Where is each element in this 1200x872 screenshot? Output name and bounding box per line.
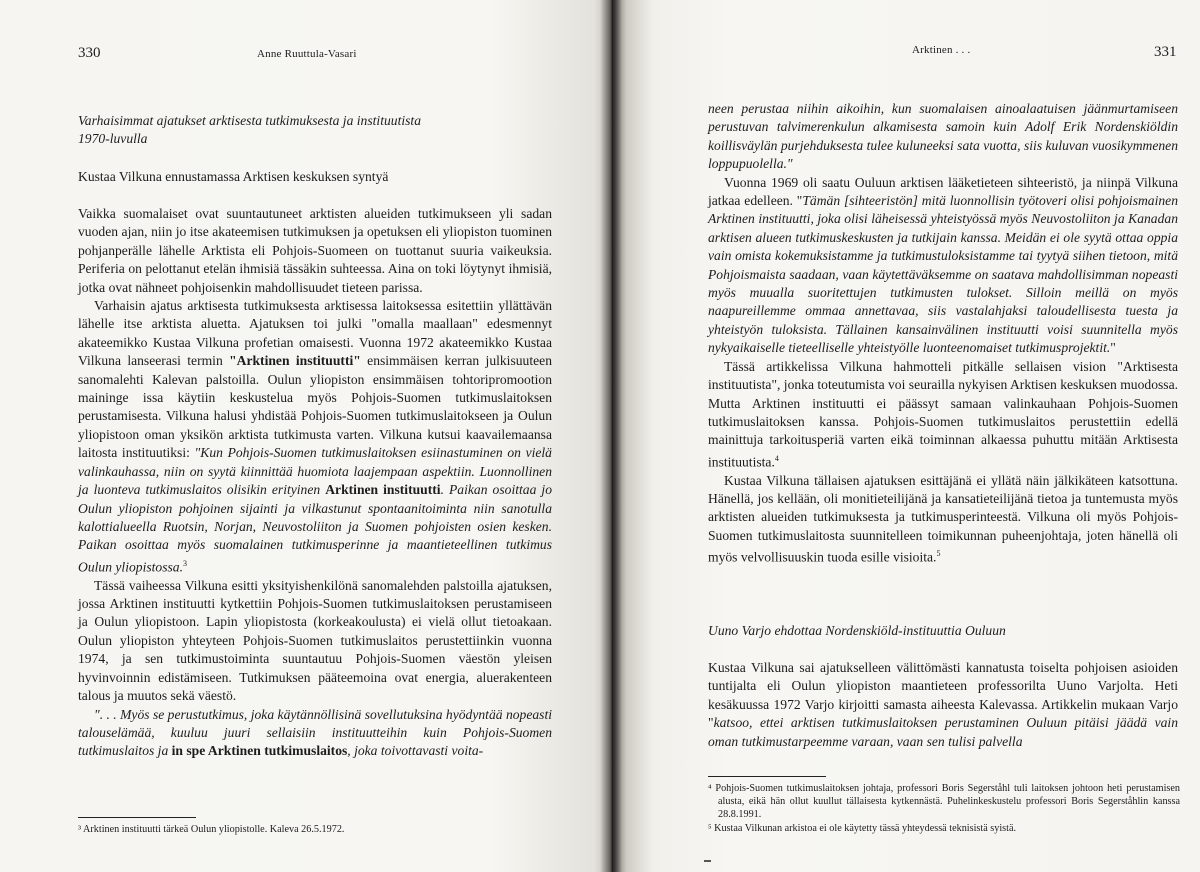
footnote-ref: 5	[936, 549, 941, 559]
footnote-rule	[78, 817, 196, 818]
subheading: Kustaa Vilkuna ennustamassa Arktisen keskuksen syntyä	[78, 169, 389, 184]
paragraph: Vuonna 1969 oli saatu Ouluun arktisen lääketieteen sihteeristö, ja niinpä Vilkuna jatkaa edelleen. "Tämän [sihteeristön] mitä luonnollisin työtoveri olisi pohjoismainen Arktinen instituutti, joka olisi läheisessä yhteistyössä myös Neuvostoliiton ja Kanadan arktisen alueen tutkimuskeskusten ja tutkijain kanssa. Meidän ei ole syytä ottaa oppia vain omista kokemuksistamme ja tutkimustuloksistamme tai tyytyä siihen tietoon, mitä Pohjoismaista saadaan, vaan käytettäväksemme on saatava mahdollisimman nopeasti myös muualla suoritettujen tutkimusten tulokset. Silloin meillä on myös naapureillemme ommaa annettavaa, siis vastalahjaksi taloudellisesta tuesta ja yhteistyön tuloksista. Tällainen kansainvälinen instituutti voisi suunnitella myös nykyaikaiselle tieteelliselle yhteistyölle luonteenomaiset tutkimusprojektit."	[708, 174, 1178, 356]
left-body-text	[78, 205, 552, 761]
page-number: 331	[1154, 44, 1177, 60]
section-heading-line-1: Varhaisimmat ajatukset arktisesta tutkimuksesta ja instituutista	[78, 113, 421, 128]
right-body-text-bottom	[708, 659, 1178, 751]
footnotes	[708, 782, 1180, 835]
paragraph: Tässä vaiheessa Vilkuna esitti yksityishenkilönä sanomalehden palstoilla ajatuksen, jossa Arktinen instituutti kytkettiin Pohjois-Suomen tutkimuslaitoksen perustamiseen ja Oulun yliopistoon. Lapin yliopistosta (korkeakoulusta) ei vielä ollut tietoakaan. Oulun yliopiston yhteyteen Pohjois-Suomen tutkimuslaitos perustettiinkin vuonna 1974, ja sen tutkimustoiminta suuntautuu Pohjois-Suomen väestön yleisen hyvinvoinnin edistämiseen. Tutkimuksen pääteemoina ovat energia, aluerakenteen talous ja muutos sekä väestö.	[78, 577, 552, 704]
section-heading: Uuno Varjo ehdottaa Nordenskiöld-instituuttia Ouluun	[708, 623, 1006, 638]
paragraph: Tässä artikkelissa Vilkuna hahmotteli pitkälle sellaisen vision "Arktisesta instituutista", jonka toteutumista voi seurailla nykyisen Arktisen keskuksen muodossa. Mutta Arktinen instituutti ei päässyt samaan valinkauhaan Pohjois-Suomen tutkimuslaitoksen kanssa. Pohjois-Suomen tutkimuslaitos perustettiin edellä mainittuja tarkoitusperiä varten eikä toiminnan alkaessa puhuttu mitään Arktisesta instituutista.$^4$	[708, 358, 1178, 470]
footnote-3: ³ Arktinen instituutti tärkeä Oulun yliopistolle. Kaleva 26.5.1972.	[78, 824, 345, 835]
footnote-ref: 4	[774, 453, 779, 463]
page-number: 330	[78, 45, 101, 61]
right-page	[612, 0, 1200, 872]
paragraph: ". . . Myös se perustutkimus, joka käytännöllisinä sovellutuksina hyödyntää nopeasti talouselämää, kuuluu juuri sellaisiin instituutteihin kuin Pohjois-Suomen tutkimuslaitos ja in spe Arktinen tutkimuslaitos, joka toivottavasti voita-	[78, 706, 553, 759]
page-mark	[704, 860, 711, 862]
section-heading	[78, 112, 578, 148]
running-head: Anne Ruuttula-Vasari	[257, 48, 357, 60]
paragraph: Vaikka suomalaiset ovat suuntautuneet arktisten alueiden tutkimukseen yli sadan vuoden ajan, niin jo itse akateemisen tutkimuksen ja opetuksen eli yliopiston tuominen pohjanperälle lähelle Arktista eli Pohjois-Suomeen on tuottanut suuria vaikeuksia. Periferia on pelottanut etelän ihmisiä tässäkin suhteessa. Aina on toki löytynyt ihmisiä, jotka ovat nähneet pohjoisenkin mahdollisuudet tieteen parissa.	[78, 206, 552, 295]
paragraph: Kustaa Vilkuna tällaisen ajatuksen esittäjänä ei yllätä näin jälkikäteen katsottuna. Hänellä, jos kellään, oli monitieteilijänä ja kansatieteilijänä tietoa ja tuntemusta myös arktisten alueiden tutkimuksesta ja tutkimusperinteestä. Vilkuna oli myös Pohjois-Suomen tutkimuslaitosta suunnitelleen toimikunnan puheenjohtaja, joten hänellä oli myös velvollisuuskin tuoda esille visioita.$^5$	[708, 472, 1178, 565]
right-body-text-top	[708, 100, 1178, 567]
footnote-4: ⁴ Pohjois-Suomen tutkimuslaitoksen johtaja, professori Boris Segerståhl tuli laitoksen johtoon heti perustamisen alusta, eikä hän ollut kuullut tällaisesta kytkennästä. Puhelinkeskustelu professori Boris Segerståhlin kanssa 28.8.1991.	[708, 783, 1180, 821]
running-head: Arktinen . . .	[912, 44, 971, 56]
footnote-ref: 3	[182, 558, 187, 568]
footnote-rule	[708, 776, 826, 777]
paragraph: Kustaa Vilkuna sai ajatukselleen välittömästi kannatusta toiselta pohjoisen asioiden tuntijalta eli Oulun yliopiston maantieteen professorilta Uuno Varjolta. Heti kesäkuussa 1972 Varjo kirjoitti samasta aiheesta Kalevassa. Artikkelin mukaan Varjo "katsoo, ettei arktisen tutkimuslaitoksen perustaminen Ouluun pitäisi jäädä vain oman tutkimustarpeemme varaan, vaan sen tulisi palvella	[708, 660, 1178, 749]
section-heading-line-2: 1970-luvulla	[78, 131, 148, 146]
footnote-5: ⁵ Kustaa Vilkunan arkistoa ei ole käytetty tässä yhteydessä teknisistä syistä.	[708, 822, 1017, 834]
paragraph: neen perustaa niihin aikoihin, kun suomalaisen ainoalaatuisen jäänmurtamiseen perustuvan talvimerenkulun alkamisesta samoin kuin Adolf Erik Nordenskiöldin koillisväylän purjehduksesta tulee kuluneeksi sata vuotta, siis kuluvan vuosikymmenen loppupuolella."	[708, 101, 1178, 172]
paragraph: Varhaisin ajatus arktisesta tutkimuksesta arktisessa laitoksessa esitettiin yllättävän lähelle itse arktista aluetta. Ajatuksen toi julki "omalla maallaan" edesmennyt akateemikko Kustaa Vilkuna profetian omaisesti. Vuonna 1972 akateemikko Kustaa Vilkuna lanseerasi termin "Arktinen instituutti" ensimmäisen kerran julkisuuteen sanomalehti Kalevan palstoilla. Oulun yliopiston ensimmäisen tohtoripromootion maininge issa käytiin keskustelua myös Pohjois-Suomen tutkimuslaitoksen perustamisesta. Vilkuna halusi yhdistää Pohjois-Suomen tutkimuslaitokseen ja Oulun yliopistoon oman yksikön arktista tutkimusta varten. Vilkuna kutsui kaavailemaansa laitosta instituutiksi: "Kun Pohjois-Suomen tutkimuslaitoksen esiinastuminen on vielä valinkauhassa, niin on syytä kiinnittää huomiota laajempaan aspektiin. Luonnollinen ja luonteva tutkimuslaitos olisikin erityinen Arktinen instituutti. Paikan osoittaa jo Oulun yliopiston pohjoinen sijainti ja vilkastunut spontaanitoiminta niin sanotulla kalottialueella Ruotsin, Norjan, Neuvostoliiton ja Suomen pohjoisten osien kesken. Paikan osoittaa myös suomalainen tutkimusperinne ja maantieteellinen tutkimus Oulun yliopistossa.$^3$	[78, 298, 552, 575]
